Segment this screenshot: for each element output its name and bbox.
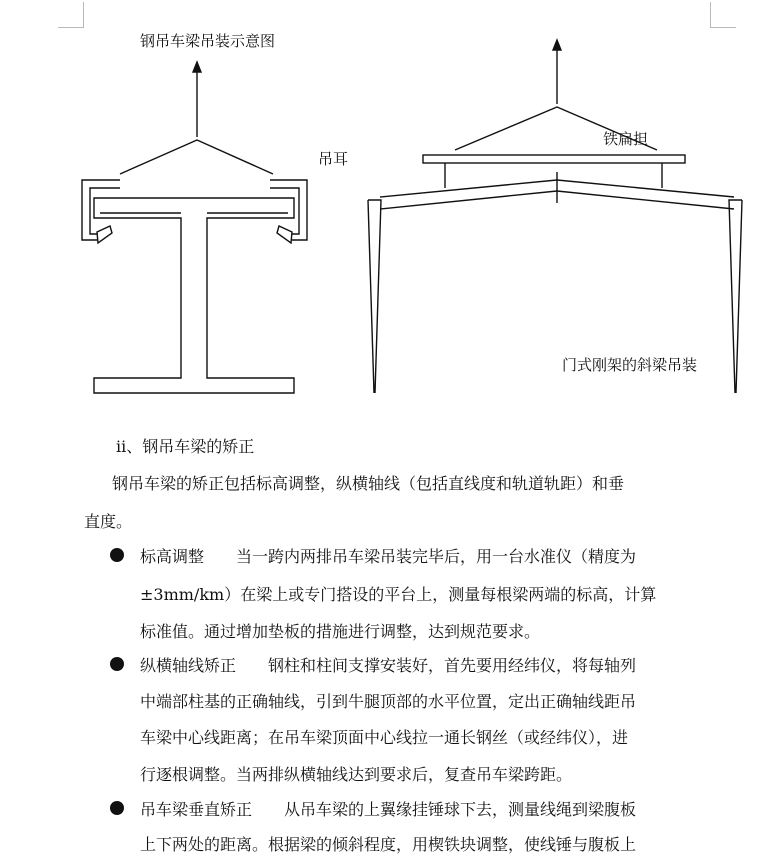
column-left	[368, 200, 381, 393]
column-right	[729, 200, 742, 393]
bullet-3-line-1: 吊车梁垂直矫正 从吊车梁的上翼缘挂锤球下去，测量线绳到梁腹板	[140, 800, 637, 819]
arrow-up-icon	[193, 62, 201, 72]
portal-frame-drawing	[368, 40, 742, 393]
spreader-beam	[423, 155, 685, 163]
bullet-1-line-3: 标准值。通过增加垫板的措施进行调整，达到规范要求。	[140, 622, 541, 641]
label-portal-frame: 门式刚架的斜梁吊装	[562, 356, 698, 374]
bullet-1-line-2: ±3mm/km）在梁上或专门搭设的平台上，测量每根梁两端的标高，计算	[140, 585, 657, 604]
arrow-up-icon-right	[553, 40, 561, 50]
bullet-icon	[110, 801, 124, 815]
bullet-icon	[110, 657, 124, 671]
label-lifting-lug: 吊耳	[318, 150, 349, 168]
bullet-2-line-2: 中端部柱基的正确轴线，引到牛腿顶部的水平位置，定出正确轴线距吊	[140, 692, 637, 711]
intro-line-2: 直度。	[84, 512, 133, 531]
bullet-2-line-1: 纵横轴线矫正 钢柱和柱间支撑安装好，首先要用经纬仪，将每轴列	[140, 656, 637, 675]
bullet-icon	[110, 548, 124, 562]
intro-line-1: 钢吊车梁的矫正包括标高调整，纵横轴线（包括直线度和轨道轨距）和垂	[112, 474, 625, 493]
sling-rope	[120, 140, 273, 174]
rafter-left	[380, 180, 557, 197]
lifting-lug-left	[82, 180, 120, 240]
i-beam	[94, 198, 294, 393]
section-heading: ⅱ、钢吊车梁的矫正	[116, 437, 255, 456]
crane-beam-drawing	[82, 62, 307, 393]
figure-title: 钢吊车梁吊装示意图	[140, 32, 276, 50]
bullet-2-line-3: 车梁中心线距离；在吊车梁顶面中心线拉一通长钢丝（或经纬仪），进	[140, 728, 629, 747]
bullet-1-line-1: 标高调整 当一跨内两排吊车梁吊装完毕后，用一台水准仪（精度为	[140, 547, 637, 566]
bullet-2-line-4: 行逐根调整。当两排纵横轴线达到要求后，复查吊车梁跨距。	[140, 765, 573, 784]
label-iron-spreader: 铁扁担	[603, 130, 649, 148]
bullet-3-line-2: 上下两处的距离。根据梁的倾斜程度，用楔铁块调整，使线锤与腹板上	[140, 835, 637, 854]
hoisting-diagram	[0, 0, 767, 400]
rafter-right	[557, 180, 734, 197]
